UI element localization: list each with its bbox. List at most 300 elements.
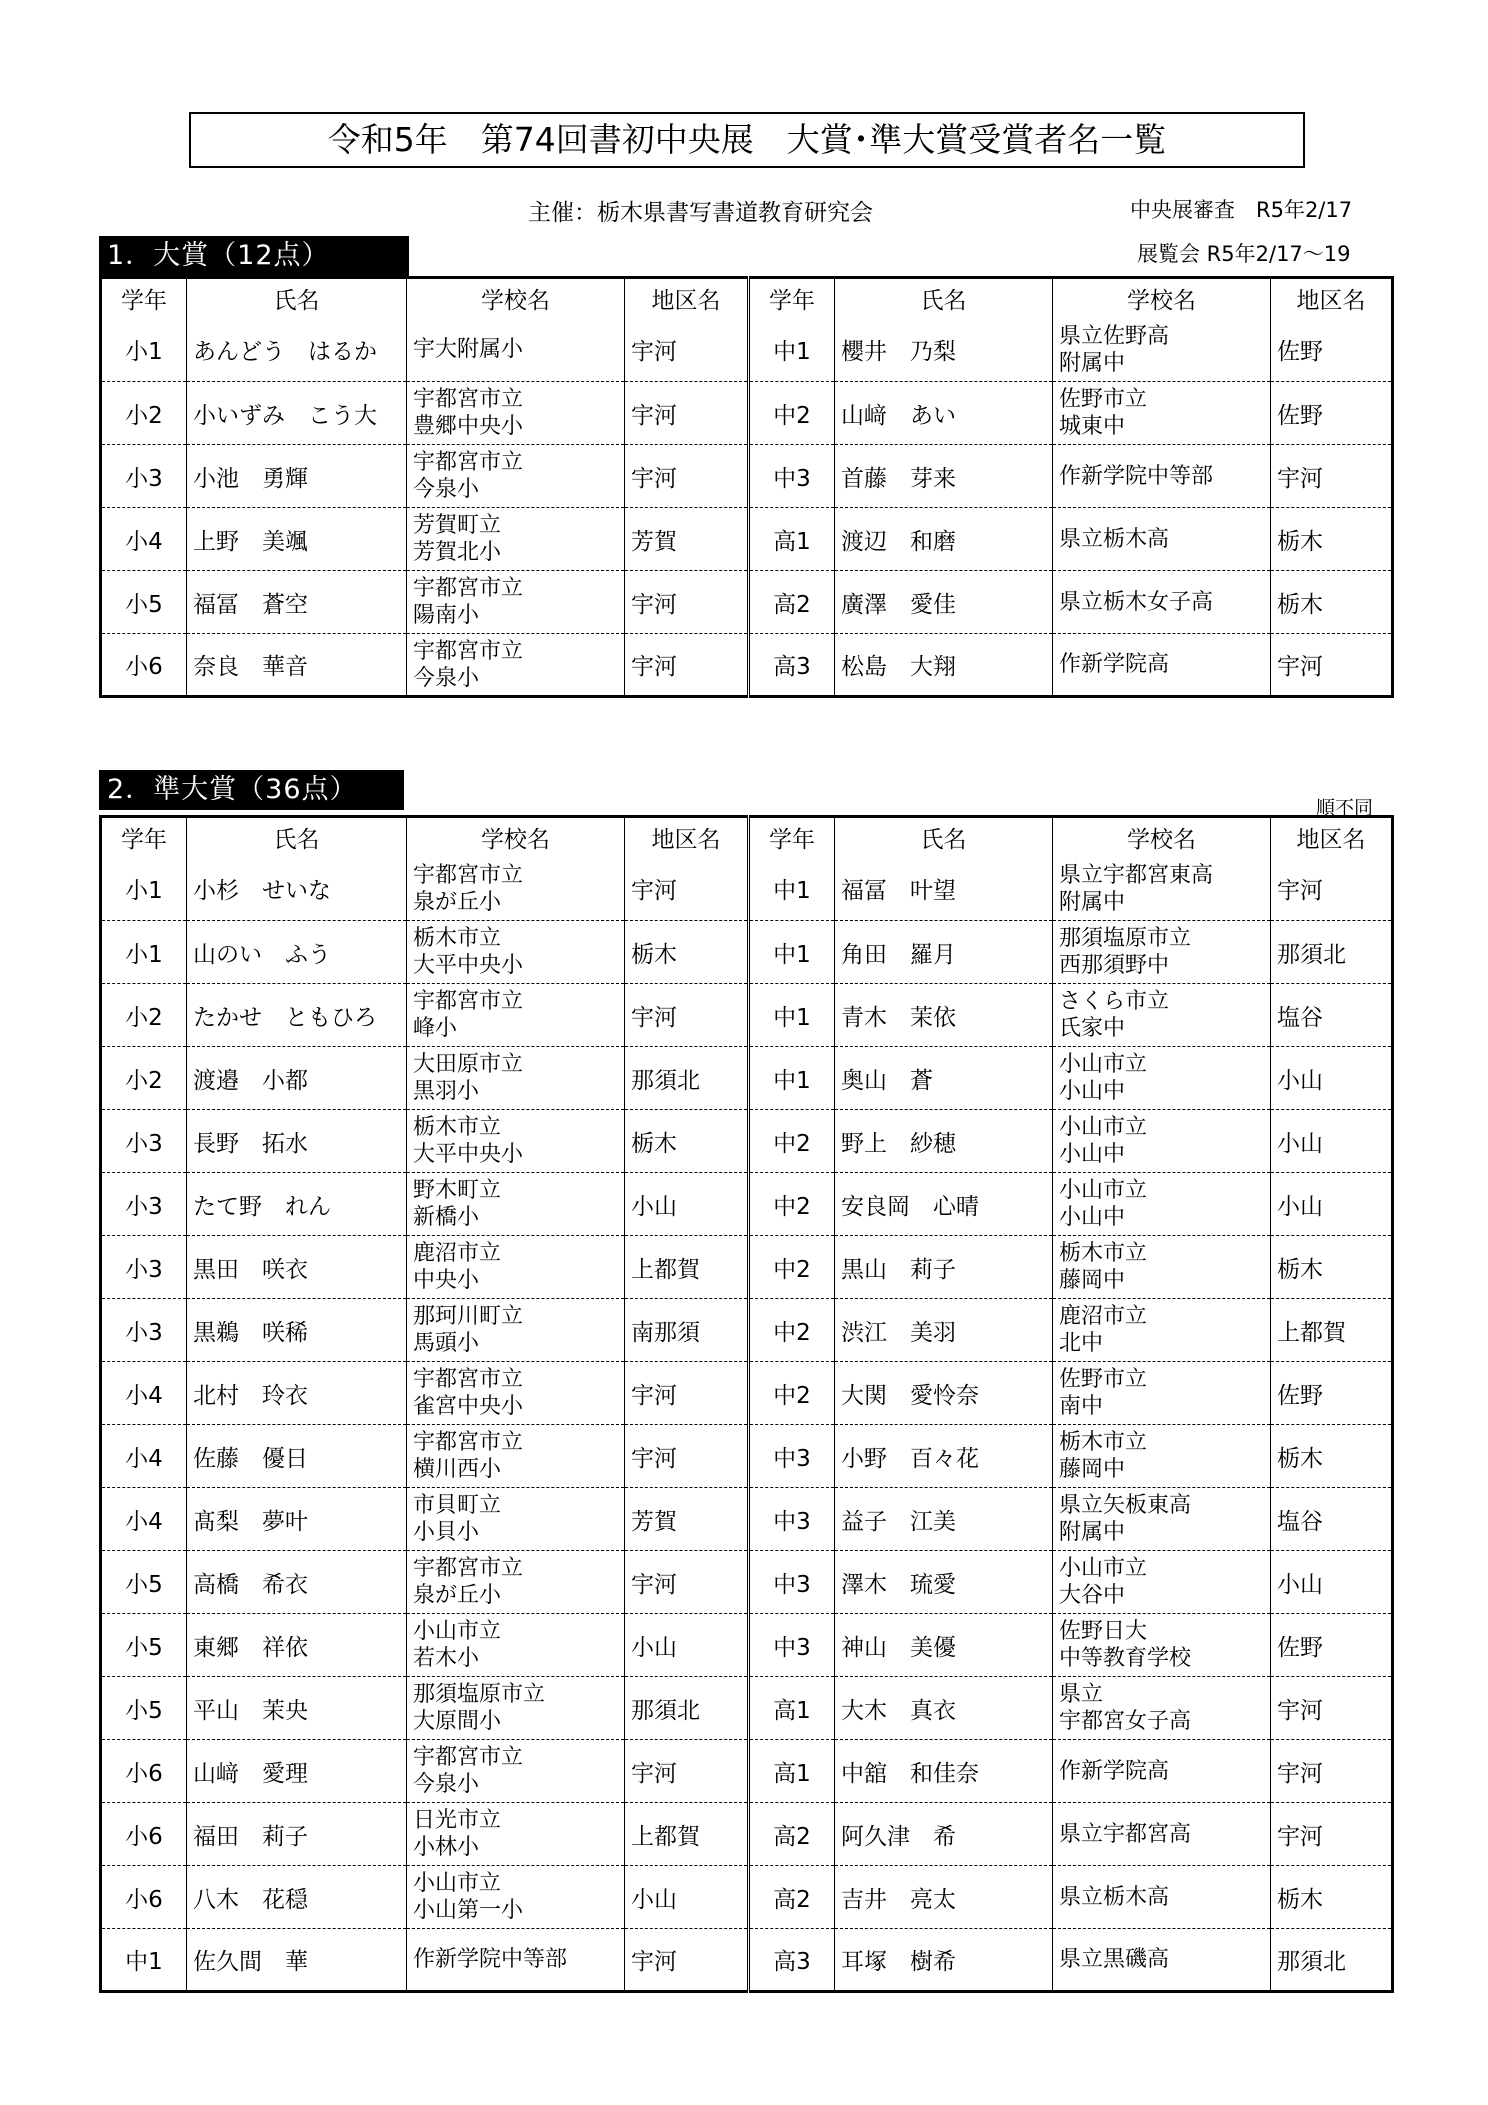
school-line: 野木町立 <box>413 1178 502 1203</box>
school-line: 栃木市立 <box>1059 1241 1148 1266</box>
cell-school <box>1053 1173 1271 1236</box>
cell-district: 小山 <box>1271 1173 1393 1236</box>
school-line: 佐野市立 <box>1059 1367 1148 1392</box>
school-line: 雀宮中央小 <box>413 1394 524 1419</box>
cell-name: 澤木 琉愛 <box>835 1551 1053 1614</box>
section1-heading: 1．大賞（12点） <box>99 236 409 276</box>
runner-up-table <box>99 815 1394 1993</box>
cell-name: 黒鵜 咲稀 <box>187 1299 407 1362</box>
cell-school <box>407 571 625 634</box>
cell-grade: 小4 <box>101 1362 187 1425</box>
cell-grade: 小5 <box>101 1551 187 1614</box>
cell-district: 栃木 <box>1271 1866 1393 1929</box>
cell-school: 県立宇都宮高 <box>1053 1803 1271 1866</box>
cell-school <box>1053 1362 1271 1425</box>
cell-grade: 中3 <box>749 445 835 508</box>
cell-district: 那須北 <box>1271 921 1393 984</box>
cell-name: 吉井 亮太 <box>835 1866 1053 1929</box>
cell-name: 黒田 咲衣 <box>187 1236 407 1299</box>
school-line: さくら市立 <box>1059 989 1170 1014</box>
header-district: 地区名 <box>625 278 749 319</box>
cell-district: 那須北 <box>625 1677 749 1740</box>
cell-grade: 小3 <box>101 1299 187 1362</box>
header-school: 学校名 <box>407 817 625 858</box>
cell-school <box>407 445 625 508</box>
table-row <box>101 1299 1393 1362</box>
cell-name: 八木 花穏 <box>187 1866 407 1929</box>
cell-name: 山のい ふう <box>187 921 407 984</box>
school-line: 城東中 <box>1059 414 1126 439</box>
cell-school <box>1053 319 1271 382</box>
cell-grade: 小2 <box>101 984 187 1047</box>
school-line: 小山市立 <box>1059 1052 1148 1077</box>
cell-name: 阿久津 希 <box>835 1803 1053 1866</box>
cell-school <box>407 1866 625 1929</box>
school-line: 那須塩原市立 <box>413 1682 546 1707</box>
cell-district: 小山 <box>625 1173 749 1236</box>
school-line: 附属中 <box>1059 1520 1126 1545</box>
cell-grade: 高1 <box>749 1677 835 1740</box>
cell-school: 作新学院中等部 <box>1053 445 1271 508</box>
cell-grade: 小2 <box>101 1047 187 1110</box>
school-line: 日光市立 <box>413 1808 502 1833</box>
school-line: 宇都宮女子高 <box>1059 1709 1192 1734</box>
cell-name: 野上 紗穂 <box>835 1110 1053 1173</box>
table-row <box>101 1614 1393 1677</box>
cell-grade: 中2 <box>749 1299 835 1362</box>
cell-name: 平山 茉央 <box>187 1677 407 1740</box>
cell-name: 小野 百々花 <box>835 1425 1053 1488</box>
cell-grade: 中2 <box>749 382 835 445</box>
cell-name: 奈良 華音 <box>187 634 407 697</box>
header-school: 学校名 <box>1053 817 1271 858</box>
cell-district: 南那須 <box>625 1299 749 1362</box>
cell-school <box>1053 984 1271 1047</box>
cell-school <box>407 634 625 697</box>
cell-grade: 小4 <box>101 1488 187 1551</box>
cell-grade: 中3 <box>749 1488 835 1551</box>
cell-school <box>407 508 625 571</box>
school-line: 峰小 <box>413 1016 458 1041</box>
school-line: 県立佐野高 <box>1059 323 1170 349</box>
cell-district: 宇河 <box>625 445 749 508</box>
school-line: 那須塩原市立 <box>1059 926 1192 951</box>
cell-school <box>1053 1299 1271 1362</box>
sponsor-text: 主催：栃木県書写書道教育研究会 <box>528 200 873 226</box>
cell-school <box>1053 1677 1271 1740</box>
school-line: 藤岡中 <box>1059 1457 1126 1482</box>
header-name: 氏名 <box>187 817 407 858</box>
school-line: 県立宇都宮東高 <box>1059 862 1214 888</box>
school-line: 泉が丘小 <box>413 889 502 915</box>
school-line: 北中 <box>1059 1331 1104 1356</box>
cell-name: 山﨑 あい <box>835 382 1053 445</box>
school-line: 泉が丘小 <box>413 1583 502 1608</box>
cell-district: 栃木 <box>1271 1236 1393 1299</box>
cell-district: 宇河 <box>1271 1677 1393 1740</box>
cell-district: 小山 <box>1271 1551 1393 1614</box>
cell-district: 芳賀 <box>625 508 749 571</box>
cell-name: 佐久間 華 <box>187 1929 407 1992</box>
cell-name: 福冨 叶望 <box>835 858 1053 921</box>
cell-school <box>1053 382 1271 445</box>
table-row <box>101 1110 1393 1173</box>
cell-grade: 中1 <box>749 921 835 984</box>
table-row <box>101 445 1393 508</box>
school-line: 小山第一小 <box>413 1898 524 1923</box>
school-line: 鹿沼市立 <box>413 1241 502 1266</box>
cell-district: 宇河 <box>625 319 749 382</box>
cell-school <box>407 1677 625 1740</box>
cell-school <box>407 1362 625 1425</box>
cell-district: 宇河 <box>1271 634 1393 697</box>
cell-grade: 中2 <box>749 1110 835 1173</box>
cell-name: 松島 大翔 <box>835 634 1053 697</box>
order-note: 順不同 <box>1316 797 1374 819</box>
cell-school <box>407 1425 625 1488</box>
cell-grade: 小1 <box>101 319 187 382</box>
table-row <box>101 634 1393 697</box>
cell-district: 那須北 <box>1271 1929 1393 1992</box>
cell-school <box>407 382 625 445</box>
cell-name: 中舘 和佳奈 <box>835 1740 1053 1803</box>
cell-grade: 中1 <box>749 984 835 1047</box>
school-line: 南中 <box>1059 1394 1104 1419</box>
cell-grade: 高1 <box>749 508 835 571</box>
school-line: 芳賀北小 <box>413 540 502 565</box>
cell-name: たかせ ともひろ <box>187 984 407 1047</box>
cell-district: 宇河 <box>625 1551 749 1614</box>
cell-district: 宇河 <box>625 1362 749 1425</box>
cell-school <box>1053 1425 1271 1488</box>
school-line: 小山市立 <box>1059 1556 1148 1581</box>
cell-school: 作新学院高 <box>1053 634 1271 697</box>
cell-district: 宇河 <box>625 858 749 921</box>
table-row <box>101 319 1393 382</box>
school-line: 宇都宮市立 <box>413 1745 524 1770</box>
cell-school <box>407 1488 625 1551</box>
cell-school: 県立栃木高 <box>1053 508 1271 571</box>
cell-school <box>407 984 625 1047</box>
header-name: 氏名 <box>187 278 407 319</box>
cell-name: 青木 茉依 <box>835 984 1053 1047</box>
school-line: 大平中央小 <box>413 1142 524 1167</box>
school-line: 宇都宮市立 <box>413 1556 524 1581</box>
cell-grade: 高2 <box>749 1803 835 1866</box>
school-line: 鹿沼市立 <box>1059 1304 1148 1329</box>
cell-name: 小池 勇輝 <box>187 445 407 508</box>
cell-district: 栃木 <box>625 921 749 984</box>
cell-grade: 小5 <box>101 1614 187 1677</box>
cell-school <box>407 1299 625 1362</box>
cell-grade: 小1 <box>101 858 187 921</box>
school-line: 小山市立 <box>413 1871 502 1896</box>
cell-name: 小杉 せいな <box>187 858 407 921</box>
cell-name: 福田 莉子 <box>187 1803 407 1866</box>
cell-name: 櫻井 乃梨 <box>835 319 1053 382</box>
school-line: 宇都宮市立 <box>413 862 524 888</box>
cell-school: 作新学院高 <box>1053 1740 1271 1803</box>
cell-name: 神山 美優 <box>835 1614 1053 1677</box>
school-line: 宇都宮市立 <box>413 638 524 664</box>
school-line: 今泉小 <box>413 665 480 691</box>
table-row <box>101 1740 1393 1803</box>
cell-district: 佐野 <box>1271 319 1393 382</box>
cell-name: 高橋 希衣 <box>187 1551 407 1614</box>
school-line: 県立矢板東高 <box>1059 1493 1192 1518</box>
cell-grade: 中3 <box>749 1551 835 1614</box>
cell-district: 上都賀 <box>1271 1299 1393 1362</box>
cell-grade: 高2 <box>749 1866 835 1929</box>
cell-grade: 中1 <box>749 319 835 382</box>
header-district: 地区名 <box>1271 817 1393 858</box>
cell-school <box>407 1236 625 1299</box>
table-row <box>101 382 1393 445</box>
table-header-row <box>101 817 1393 858</box>
school-line: 小山市立 <box>413 1619 502 1644</box>
cell-district: 宇河 <box>1271 1740 1393 1803</box>
school-line: 宇都宮市立 <box>413 1367 524 1392</box>
table-row <box>101 1803 1393 1866</box>
cell-district: 小山 <box>1271 1047 1393 1110</box>
school-line: 市貝町立 <box>413 1493 502 1518</box>
cell-district: 佐野 <box>1271 382 1393 445</box>
cell-name: 上野 美颯 <box>187 508 407 571</box>
grand-prize-table <box>99 276 1394 698</box>
cell-grade: 中1 <box>101 1929 187 1992</box>
cell-school: 県立黒磯高 <box>1053 1929 1271 1992</box>
header-school: 学校名 <box>1053 278 1271 319</box>
cell-grade: 小3 <box>101 1110 187 1173</box>
table-row <box>101 1047 1393 1110</box>
cell-school <box>1053 1110 1271 1173</box>
table-row <box>101 571 1393 634</box>
table-row <box>101 858 1393 921</box>
cell-district: 那須北 <box>625 1047 749 1110</box>
school-line: 佐野市立 <box>1059 387 1148 412</box>
cell-name: 奥山 蒼 <box>835 1047 1053 1110</box>
cell-grade: 高3 <box>749 1929 835 1992</box>
school-line: 西那須野中 <box>1059 953 1170 978</box>
cell-district: 宇河 <box>625 382 749 445</box>
header-name: 氏名 <box>835 817 1053 858</box>
cell-name: 渡邉 小都 <box>187 1047 407 1110</box>
school-line: 小林小 <box>413 1835 480 1860</box>
school-line: 大谷中 <box>1059 1583 1126 1608</box>
cell-grade: 小6 <box>101 1740 187 1803</box>
table-row <box>101 508 1393 571</box>
cell-school <box>407 1047 625 1110</box>
table-header-row <box>101 278 1393 319</box>
school-line: 佐野日大 <box>1059 1619 1148 1644</box>
cell-grade: 小3 <box>101 1236 187 1299</box>
school-line: 小山中 <box>1059 1079 1126 1104</box>
cell-name: 耳塚 樹希 <box>835 1929 1053 1992</box>
cell-school <box>407 1614 625 1677</box>
cell-district: 宇河 <box>625 984 749 1047</box>
cell-school <box>407 1740 625 1803</box>
header-name: 氏名 <box>835 278 1053 319</box>
cell-school <box>1053 1047 1271 1110</box>
page-title: 令和5年 第74回書初中央展 大賞･準大賞受賞者名一覧 <box>189 112 1305 168</box>
cell-name: 髙梨 夢叶 <box>187 1488 407 1551</box>
cell-district: 上都賀 <box>625 1803 749 1866</box>
school-line: 中央小 <box>413 1268 480 1293</box>
cell-school <box>1053 1488 1271 1551</box>
cell-school <box>407 858 625 921</box>
cell-grade: 高2 <box>749 571 835 634</box>
school-line: 小貝小 <box>413 1520 480 1545</box>
cell-district: 宇河 <box>1271 858 1393 921</box>
school-line: 宇都宮市立 <box>413 387 524 412</box>
cell-grade: 中3 <box>749 1425 835 1488</box>
cell-school <box>1053 858 1271 921</box>
cell-grade: 小3 <box>101 445 187 508</box>
cell-school: 県立栃木女子高 <box>1053 571 1271 634</box>
school-line: 新橋小 <box>413 1205 480 1230</box>
cell-district: 宇河 <box>625 634 749 697</box>
cell-district: 宇河 <box>625 1740 749 1803</box>
cell-district: 芳賀 <box>625 1488 749 1551</box>
school-line: 附属中 <box>1059 350 1126 376</box>
cell-name: 大関 愛怜奈 <box>835 1362 1053 1425</box>
school-line: 大田原市立 <box>413 1052 524 1077</box>
cell-district: 栃木 <box>1271 1425 1393 1488</box>
table-row <box>101 1362 1393 1425</box>
cell-district: 上都賀 <box>625 1236 749 1299</box>
table-row <box>101 1551 1393 1614</box>
cell-district: 佐野 <box>1271 1362 1393 1425</box>
cell-grade: 中2 <box>749 1236 835 1299</box>
exhibition-date: 展覧会 R5年2/17～19 <box>1137 242 1351 266</box>
school-line: 小山市立 <box>1059 1178 1148 1203</box>
cell-grade: 小5 <box>101 571 187 634</box>
header-grade: 学年 <box>101 278 187 319</box>
cell-grade: 小6 <box>101 1866 187 1929</box>
cell-name: 佐藤 優日 <box>187 1425 407 1488</box>
cell-grade: 小6 <box>101 634 187 697</box>
cell-grade: 小5 <box>101 1677 187 1740</box>
section2-heading: 2．準大賞（36点） <box>99 770 404 810</box>
school-line: 宇都宮市立 <box>413 576 524 601</box>
cell-name: 大木 真衣 <box>835 1677 1053 1740</box>
school-line: 今泉小 <box>413 477 480 502</box>
cell-grade: 小3 <box>101 1173 187 1236</box>
school-line: 那珂川町立 <box>413 1304 524 1329</box>
cell-name: たて野 れん <box>187 1173 407 1236</box>
cell-name: 角田 羅月 <box>835 921 1053 984</box>
header-district: 地区名 <box>1271 278 1393 319</box>
cell-name: 長野 拓水 <box>187 1110 407 1173</box>
table-row <box>101 1929 1393 1992</box>
cell-grade: 小4 <box>101 1425 187 1488</box>
cell-district: 栃木 <box>1271 571 1393 634</box>
cell-school <box>1053 1551 1271 1614</box>
cell-school <box>407 1551 625 1614</box>
table-row <box>101 921 1393 984</box>
cell-name: 安良岡 心晴 <box>835 1173 1053 1236</box>
header-grade: 学年 <box>101 817 187 858</box>
school-line: 馬頭小 <box>413 1331 480 1356</box>
cell-school <box>407 1803 625 1866</box>
cell-grade: 中2 <box>749 1362 835 1425</box>
school-line: 中等教育学校 <box>1059 1646 1192 1671</box>
school-line: 大平中央小 <box>413 953 524 978</box>
school-line: 大原間小 <box>413 1709 502 1734</box>
cell-grade: 中1 <box>749 1047 835 1110</box>
school-line: 栃木市立 <box>1059 1430 1148 1455</box>
cell-district: 宇河 <box>1271 1803 1393 1866</box>
cell-district: 宇河 <box>1271 445 1393 508</box>
cell-name: 小いずみ こう大 <box>187 382 407 445</box>
table-row <box>101 1488 1393 1551</box>
table-row <box>101 1677 1393 1740</box>
cell-district: 塩谷 <box>1271 1488 1393 1551</box>
cell-school <box>1053 921 1271 984</box>
school-line: 小山中 <box>1059 1142 1126 1167</box>
cell-school <box>1053 1236 1271 1299</box>
cell-district: 佐野 <box>1271 1614 1393 1677</box>
school-line: 藤岡中 <box>1059 1268 1126 1293</box>
cell-school: 宇大附属小 <box>407 319 625 382</box>
table-row <box>101 1236 1393 1299</box>
header-grade: 学年 <box>749 817 835 858</box>
cell-school <box>407 1173 625 1236</box>
cell-school <box>1053 1614 1271 1677</box>
header-district: 地区名 <box>625 817 749 858</box>
table-row <box>101 1866 1393 1929</box>
school-line: 豊郷中央小 <box>413 414 524 439</box>
cell-name: 黒山 莉子 <box>835 1236 1053 1299</box>
cell-name: 渋江 美羽 <box>835 1299 1053 1362</box>
cell-name: 北村 玲衣 <box>187 1362 407 1425</box>
cell-grade: 小4 <box>101 508 187 571</box>
cell-grade: 中2 <box>749 1173 835 1236</box>
school-line: 小山市立 <box>1059 1115 1148 1140</box>
cell-grade: 小6 <box>101 1803 187 1866</box>
cell-grade: 中3 <box>749 1614 835 1677</box>
school-line: 宇都宮市立 <box>413 1430 524 1455</box>
cell-grade: 高1 <box>749 1740 835 1803</box>
school-line: 小山中 <box>1059 1205 1126 1230</box>
cell-name: 廣澤 愛佳 <box>835 571 1053 634</box>
table-row <box>101 1425 1393 1488</box>
school-line: 附属中 <box>1059 889 1126 915</box>
cell-district: 小山 <box>625 1614 749 1677</box>
cell-district: 宇河 <box>625 1929 749 1992</box>
school-line: 若木小 <box>413 1646 480 1671</box>
cell-grade: 小2 <box>101 382 187 445</box>
school-line: 宇都宮市立 <box>413 989 524 1014</box>
cell-district: 小山 <box>1271 1110 1393 1173</box>
cell-district: 栃木 <box>625 1110 749 1173</box>
cell-district: 宇河 <box>625 1425 749 1488</box>
cell-name: 渡辺 和磨 <box>835 508 1053 571</box>
school-line: 栃木市立 <box>413 926 502 951</box>
cell-district: 小山 <box>625 1866 749 1929</box>
cell-name: 福冨 蒼空 <box>187 571 407 634</box>
school-line: 黒羽小 <box>413 1079 480 1104</box>
cell-school: 県立栃木高 <box>1053 1866 1271 1929</box>
school-line: 宇都宮市立 <box>413 450 524 475</box>
cell-district: 栃木 <box>1271 508 1393 571</box>
school-line: 栃木市立 <box>413 1115 502 1140</box>
table-row <box>101 984 1393 1047</box>
cell-school <box>407 1110 625 1173</box>
school-line: 陽南小 <box>413 603 480 628</box>
header-school: 学校名 <box>407 278 625 319</box>
cell-district: 宇河 <box>625 571 749 634</box>
